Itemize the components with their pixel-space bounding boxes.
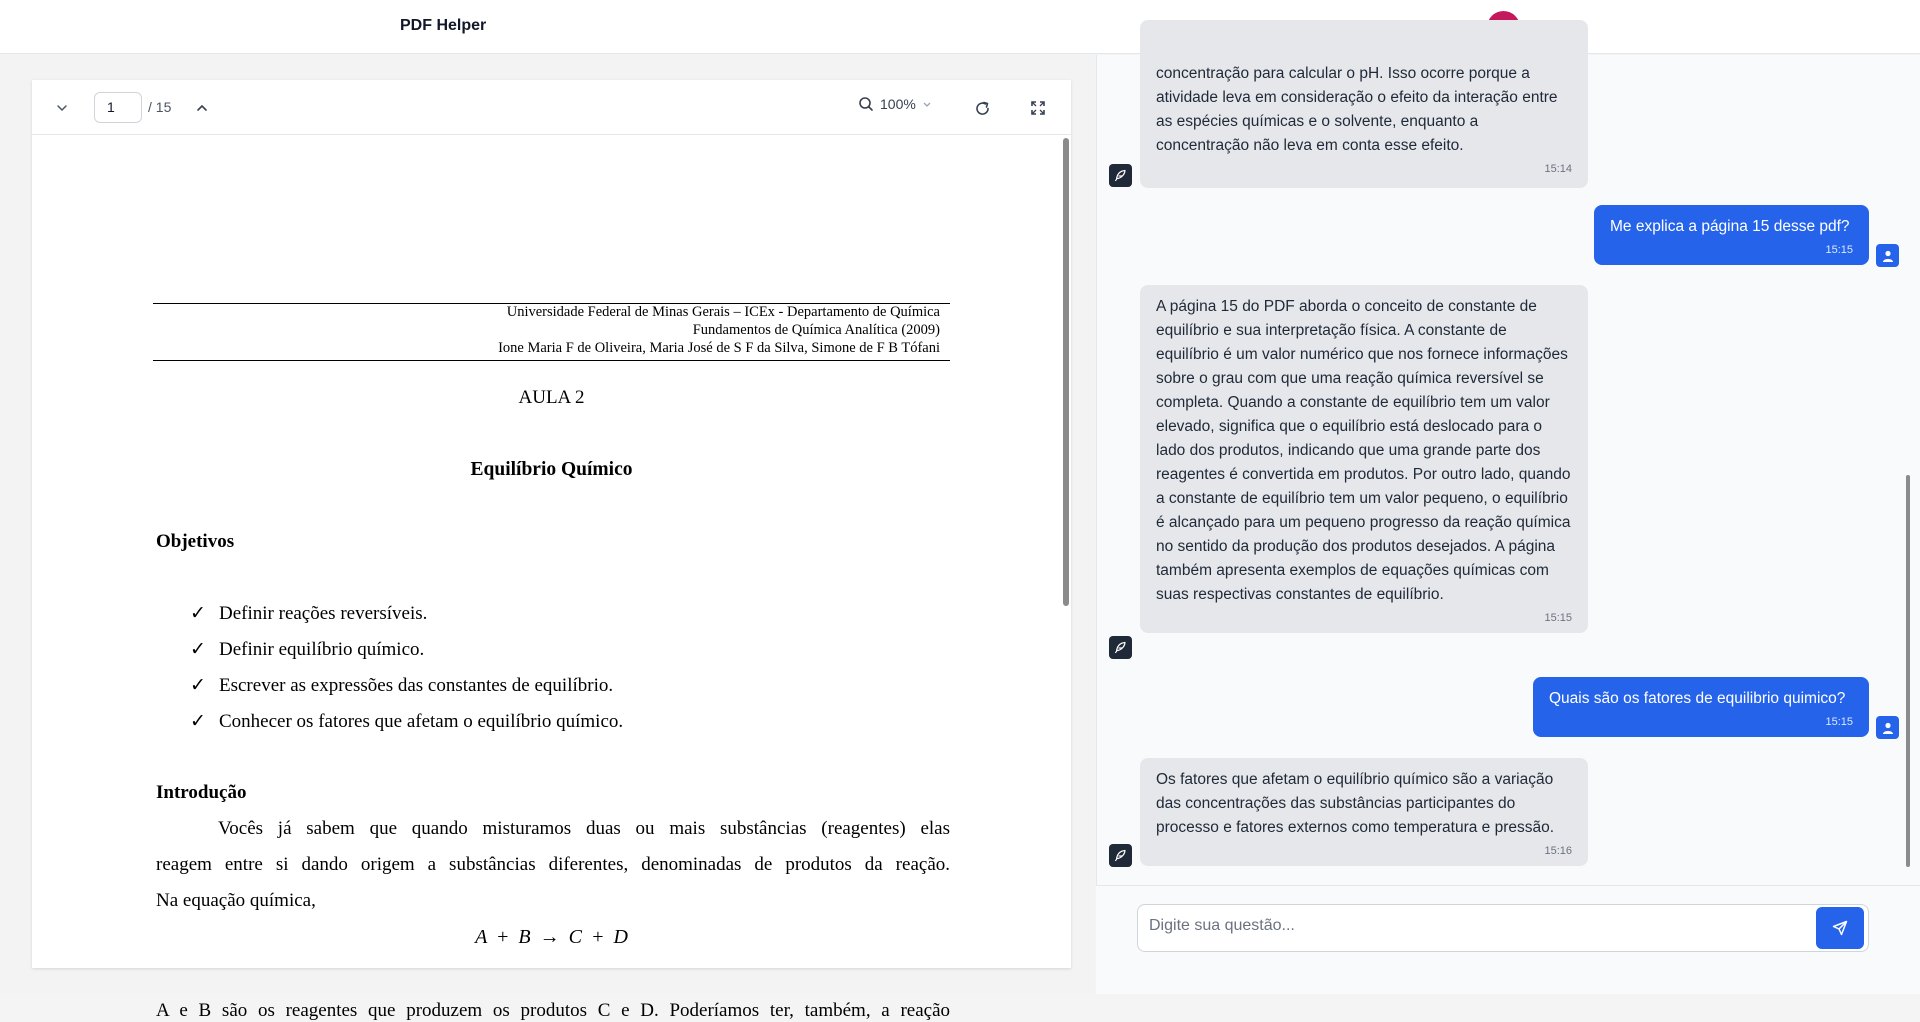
previous-page-button[interactable] — [188, 94, 216, 122]
question-input-placeholder[interactable]: Digite sua questão... — [1149, 917, 1295, 934]
viewer-scrollbar[interactable] — [1063, 138, 1069, 606]
rotate-button[interactable] — [968, 94, 996, 122]
feather-icon — [1114, 169, 1127, 182]
header-rule-bottom — [153, 360, 950, 361]
user-message-avatar — [1876, 244, 1899, 267]
chevron-down-icon — [922, 99, 932, 109]
send-button[interactable] — [1816, 907, 1864, 949]
viewer-toolbar — [32, 80, 1071, 135]
pdf-viewer — [32, 80, 1071, 1021]
user-icon — [1881, 249, 1895, 263]
zoom-dropdown[interactable] — [858, 96, 932, 112]
check-icon: ✓ — [190, 675, 206, 696]
aula-label: AULA 2 — [518, 387, 585, 408]
message-text: Os fatores que afetam o equilíbrio químico são a variação das concentrações das substâncias participantes do processo e fatores externos como temperatura e pressão. — [1156, 771, 1555, 836]
chat-scrollbar[interactable] — [1906, 475, 1910, 867]
feather-icon — [1114, 849, 1127, 862]
app-brand[interactable]: PDF Helper — [400, 17, 487, 34]
check-icon: ✓ — [190, 603, 206, 624]
introducao-heading: Introdução — [156, 782, 247, 803]
message-time: 15:15 — [1825, 716, 1853, 728]
bot-message — [1140, 285, 1588, 633]
message-text: Quais são os fatores de equilibrio quimico? — [1549, 690, 1846, 707]
page-total: / 15 — [148, 99, 172, 115]
bot-message — [1140, 20, 1588, 188]
user-message — [1533, 677, 1869, 737]
fullscreen-icon — [1030, 100, 1046, 116]
header-line-1: Universidade Federal de Minas Gerais – ICEx - Departamento de Química — [506, 304, 940, 320]
document-title: Equilíbrio Químico — [470, 459, 633, 480]
pdf-page — [32, 136, 1060, 1021]
zoom-level: 100% — [880, 96, 916, 112]
objective-item: ✓ Definir reações reversíveis. — [190, 603, 428, 624]
rotate-icon — [974, 100, 991, 117]
next-page-button[interactable] — [48, 94, 76, 122]
chemical-equation: A + B → C + D — [475, 926, 628, 948]
chevron-down-icon — [55, 101, 69, 115]
page-number-input[interactable]: 1 — [94, 92, 142, 123]
bot-avatar — [1109, 844, 1132, 867]
bot-avatar — [1109, 636, 1132, 659]
message-time: 15:14 — [1544, 163, 1572, 175]
message-time: 15:16 — [1544, 845, 1572, 857]
intro-line-1: Vocês já sabem que quando misturamos duas ou mais substâncias (reagentes) elas — [218, 818, 950, 839]
message-time: 15:15 — [1825, 244, 1853, 256]
fullscreen-button[interactable] — [1024, 94, 1052, 122]
bot-avatar — [1109, 164, 1132, 187]
bot-message — [1140, 758, 1588, 866]
message-time: 15:15 — [1544, 612, 1572, 624]
user-message-avatar — [1876, 716, 1899, 739]
feather-icon — [1114, 641, 1127, 654]
check-icon: ✓ — [190, 639, 206, 660]
message-text: Me explica a página 15 desse pdf? — [1610, 218, 1850, 235]
objective-item: ✓ Definir equilíbrio químico. — [190, 639, 425, 660]
user-message — [1594, 205, 1869, 265]
top-navbar — [0, 0, 1920, 54]
intro-line-2: reagem entre si dando origem a substâncias diferentes, denominadas de produtos da reação. — [156, 854, 950, 875]
objective-item: ✓ Conhecer os fatores que afetam o equilíbrio químico. — [190, 711, 624, 732]
header-line-3: Ione Maria F de Oliveira, Maria José de S F da Silva, Simone de F B Tófani — [498, 340, 940, 356]
header-line-2: Fundamentos de Química Analítica (2009) — [692, 322, 940, 338]
search-icon — [858, 96, 874, 112]
user-icon — [1881, 721, 1895, 735]
check-icon: ✓ — [190, 711, 206, 732]
send-icon — [1832, 920, 1848, 936]
message-text: A página 15 do PDF aborda o conceito de constante de equilíbrio e sua interpretação física. A constante de equilíbrio é um valor numérico que nos fornece informações sobre o grau com que uma reação química reversível se completa. Quando a constante de equilíbrio tem um valor elevado, significa que o equilíbrio está deslocado para o lado dos produtos, indicando que uma grande parte dos reagentes é convertida em produtos. Por outro lado, quando a constante de equilíbrio tem um valor pequeno, o equilíbrio é alcançado para um pequeno progresso da reação química no sentido da produção dos produtos desejados. A página também apresenta exemplos de equações químicas com suas respectivas constantes de equilíbrio. — [1156, 298, 1571, 603]
intro-line-3: Na equação química, — [156, 890, 316, 911]
chevron-up-icon — [195, 101, 209, 115]
message-text: concentração para calcular o pH. Isso ocorre porque a atividade leva em consideração o efeito da interação entre as espécies químicas e o solvente, enquanto a concentração não leva em conta esse efeito. — [1156, 65, 1558, 154]
after-equation-line: A e B são os reagentes que produzem os produtos C e D. Poderíamos ter, também, a reação — [156, 1000, 950, 1021]
objective-item: ✓ Escrever as expressões das constantes de equilíbrio. — [190, 675, 614, 696]
objetivos-heading: Objetivos — [156, 531, 235, 552]
